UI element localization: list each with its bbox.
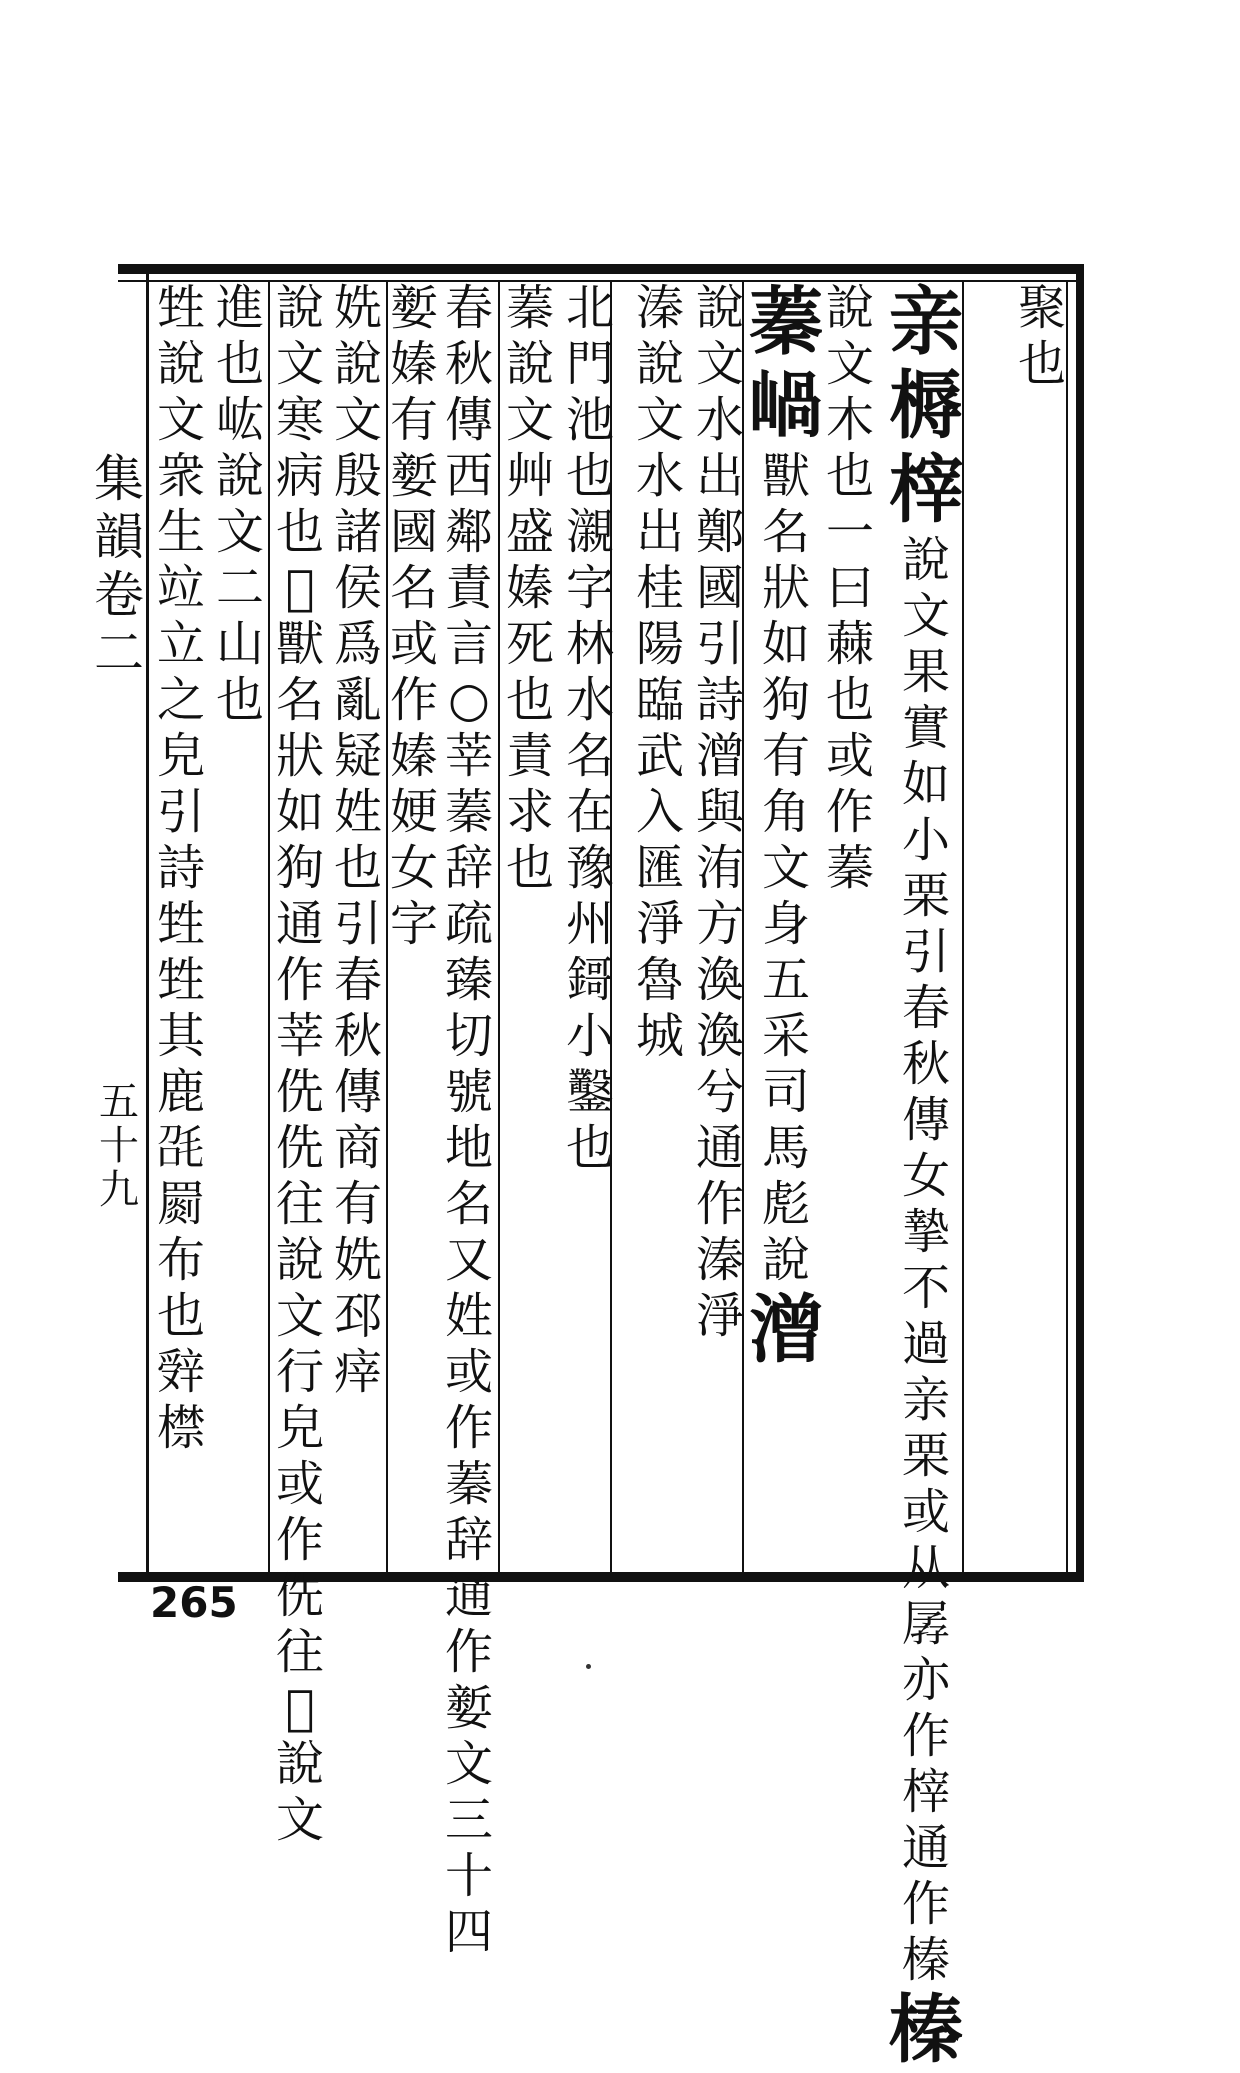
glyph: 豫 — [565, 840, 614, 896]
gloss-text — [696, 280, 744, 1344]
glyph: 榛 — [889, 1987, 963, 2073]
glyph: 商 — [333, 1120, 382, 1176]
glyph: 狀 — [275, 728, 324, 784]
text-column — [560, 280, 620, 1572]
glyph: 通 — [901, 1820, 950, 1876]
glyph: 聚 — [1018, 280, 1067, 336]
headword — [889, 280, 963, 532]
glyph: 說 — [825, 280, 874, 336]
glyph: 春 — [444, 280, 493, 336]
glyph: 栗 — [901, 868, 950, 924]
gloss-text — [445, 280, 493, 1960]
glyph: 潧 — [695, 728, 744, 784]
glyph: 渙 — [695, 1008, 744, 1064]
glyph: 說 — [275, 1736, 324, 1792]
glyph: 說 — [156, 336, 205, 392]
glyph: 引 — [156, 784, 205, 840]
glyph: 池 — [565, 392, 614, 448]
glyph: 侁 — [275, 1120, 324, 1176]
glyph: 皃 — [156, 728, 205, 784]
glyph: 蓁 — [444, 1456, 493, 1512]
glyph: 水 — [565, 672, 614, 728]
glyph: 溱 — [695, 1232, 744, 1288]
glyph: 文 — [901, 588, 950, 644]
glyph: 說 — [215, 448, 264, 504]
text-column — [888, 279, 964, 2073]
text-column — [388, 280, 440, 1572]
glyph: 曰 — [825, 560, 874, 616]
glyph: 姓 — [444, 1288, 493, 1344]
glyph: 作 — [389, 672, 438, 728]
glyph: 說 — [761, 1232, 810, 1288]
glyph: 文 — [275, 1792, 324, 1848]
glyph: 也 — [825, 672, 874, 728]
glyph: 瀙 — [565, 504, 614, 560]
glyph: 名 — [444, 1176, 493, 1232]
glyph: 作 — [825, 784, 874, 840]
glyph: 不 — [901, 1260, 950, 1316]
glyph: 字 — [565, 560, 614, 616]
glyph: 文 — [156, 392, 205, 448]
glyph: 字 — [389, 896, 438, 952]
glyph: 㾕 — [333, 1344, 382, 1400]
glyph: 城 — [635, 1008, 684, 1064]
glyph: 號 — [444, 1064, 493, 1120]
glyph: 嫀 — [389, 728, 438, 784]
glyph: 說 — [505, 336, 554, 392]
glyph: 甡 — [156, 896, 205, 952]
glyph: 十 — [444, 1848, 493, 1904]
glyph: 姓 — [333, 784, 382, 840]
glyph: 通 — [275, 896, 324, 952]
glyph: 兮 — [695, 1064, 744, 1120]
glyph: 或 — [444, 1344, 493, 1400]
glyph: 水 — [635, 448, 684, 504]
glyph: 責 — [505, 728, 554, 784]
glyph: 求 — [505, 784, 554, 840]
glyph: 有 — [389, 392, 438, 448]
glyph: 爲 — [333, 616, 382, 672]
glyph: 蓁 — [444, 784, 493, 840]
text-column — [270, 280, 330, 1848]
glyph: 蓁 — [825, 840, 874, 896]
glyph: 秋 — [444, 336, 493, 392]
glyph: 鑿 — [565, 1064, 614, 1120]
text-column — [330, 280, 386, 1572]
text-column — [1018, 280, 1066, 1572]
glyph: 㛐 — [389, 784, 438, 840]
glyph: 一 — [825, 504, 874, 560]
glyph: 𡵓 — [215, 392, 264, 448]
glyph: 蓁 — [505, 280, 554, 336]
glyph: 實 — [901, 700, 950, 756]
glyph: 引 — [333, 896, 382, 952]
glyph: 洧 — [695, 840, 744, 896]
headword — [749, 364, 823, 448]
glyph: 卷 — [94, 566, 144, 624]
glyph: 或 — [275, 1456, 324, 1512]
glyph: 身 — [761, 896, 810, 952]
glyph: 渙 — [695, 952, 744, 1008]
glyph: 往 — [275, 1176, 324, 1232]
glyph: 門 — [565, 336, 614, 392]
gloss-text — [636, 280, 684, 1064]
glyph: 鄭 — [695, 504, 744, 560]
glyph: 姺 — [333, 280, 382, 336]
glyph: 名 — [565, 728, 614, 784]
gloss-text — [276, 280, 324, 1848]
text-column — [500, 280, 560, 1572]
glyph: 文 — [761, 840, 810, 896]
glyph: 諸 — [333, 504, 382, 560]
glyph: 甡 — [156, 952, 205, 1008]
gloss-text — [334, 280, 382, 1400]
glyph: 木 — [825, 392, 874, 448]
glyph: 作 — [444, 1400, 493, 1456]
glyph: 嫀 — [389, 336, 438, 392]
glyph: 文 — [695, 336, 744, 392]
glyph: 鄰 — [444, 504, 493, 560]
glyph: 也 — [275, 504, 324, 560]
text-column — [812, 280, 888, 1572]
glyph: 切 — [444, 1008, 493, 1064]
glyph: 林 — [565, 616, 614, 672]
glyph: 又 — [444, 1232, 493, 1288]
glyph: 或 — [901, 1484, 950, 1540]
glyph: 作 — [275, 952, 324, 1008]
glyph: 槈 — [889, 363, 963, 449]
glyph: 小 — [901, 812, 950, 868]
glyph: 文 — [333, 392, 382, 448]
glyph: 莘 — [275, 1008, 324, 1064]
page-number: 265 — [150, 1578, 238, 1627]
glyph: 引 — [695, 616, 744, 672]
glyph: 寒 — [275, 392, 324, 448]
glyph: 其 — [156, 1008, 205, 1064]
glyph: 果 — [901, 644, 950, 700]
side-title — [92, 450, 146, 682]
glyph: 立 — [156, 616, 205, 672]
glyph: 往 — [275, 1624, 324, 1680]
glyph: 桂 — [635, 560, 684, 616]
glyph: 通 — [444, 1568, 493, 1624]
glyph: 文 — [275, 336, 324, 392]
text-column — [690, 280, 750, 1572]
text-column — [440, 280, 498, 1960]
glyph: 衆 — [156, 448, 205, 504]
glyph: 也 — [565, 448, 614, 504]
glyph: 春 — [333, 952, 382, 1008]
glyph: 辤 — [156, 1344, 205, 1400]
glyph: 也 — [215, 336, 264, 392]
glyph: 責 — [444, 560, 493, 616]
glyph: 方 — [695, 896, 744, 952]
text-column — [630, 280, 690, 1572]
speck — [586, 1664, 591, 1669]
glyph: 二 — [215, 560, 264, 616]
glyph: 㜪 — [389, 448, 438, 504]
gloss-text — [157, 280, 205, 1456]
frame-right-inner-border — [1066, 280, 1068, 1582]
glyph: 州 — [565, 896, 614, 952]
glyph: 獸 — [761, 448, 810, 504]
glyph: 栗 — [901, 1428, 950, 1484]
glyph: 溱 — [635, 280, 684, 336]
glyph: 榛 — [901, 1932, 950, 1988]
glyph: 五 — [99, 1079, 139, 1125]
glyph: 艸 — [505, 448, 554, 504]
glyph: 邳 — [333, 1288, 382, 1344]
glyph: 亂 — [333, 672, 382, 728]
glyph: 引 — [901, 924, 950, 980]
glyph: 陽 — [635, 616, 684, 672]
headword — [889, 1988, 963, 2072]
text-column — [150, 280, 212, 1572]
glyph: 㜪 — [389, 280, 438, 336]
glyph: 水 — [695, 392, 744, 448]
glyph: 采 — [761, 1008, 810, 1064]
glyph: 詩 — [695, 672, 744, 728]
glyph: 鹿 — [156, 1064, 205, 1120]
glyph: 馬 — [761, 1120, 810, 1176]
glyph: 獸 — [275, 616, 324, 672]
glyph: 與 — [695, 784, 744, 840]
frame-right-border — [1076, 264, 1084, 1582]
glyph: 罽 — [156, 1176, 205, 1232]
glyph: 甡 — [156, 280, 205, 336]
glyph: 彪 — [761, 1176, 810, 1232]
glyph: 狀 — [761, 560, 810, 616]
glyph: 布 — [156, 1232, 205, 1288]
glyph: 摯 — [901, 1204, 950, 1260]
glyph: 說 — [901, 532, 950, 588]
frame-left-border — [146, 264, 149, 1582]
glyph: 蓁 — [749, 279, 823, 365]
glyph: 文 — [635, 392, 684, 448]
glyph: 莘 — [444, 728, 493, 784]
glyph: 从 — [901, 1540, 950, 1596]
glyph: 亲 — [901, 1372, 950, 1428]
glyph: 潧 — [749, 1287, 823, 1373]
glyph: 淨 — [635, 896, 684, 952]
glyph: 之 — [156, 672, 205, 728]
glyph: 也 — [156, 1288, 205, 1344]
glyph: 小 — [565, 1008, 614, 1064]
glyph: 集 — [94, 450, 144, 508]
glyph: 傳 — [444, 392, 493, 448]
glyph: 殷 — [333, 448, 382, 504]
glyph: 也 — [565, 1120, 614, 1176]
glyph: 匯 — [635, 840, 684, 896]
glyph: 國 — [389, 504, 438, 560]
glyph: 四 — [444, 1904, 493, 1960]
glyph: 作 — [275, 1512, 324, 1568]
glyph: 也 — [333, 840, 382, 896]
glyph: 也 — [1018, 336, 1067, 392]
glyph: 竝 — [156, 560, 205, 616]
glyph: 山 — [215, 616, 264, 672]
glyph: 文 — [505, 392, 554, 448]
glyph: 說 — [695, 280, 744, 336]
glyph: 辞 — [444, 1512, 493, 1568]
glyph: 榟 — [901, 1764, 950, 1820]
glyph: 鎶 — [565, 952, 614, 1008]
glyph: 亦 — [901, 1652, 950, 1708]
glyph: 辞 — [444, 840, 493, 896]
glyph: 魯 — [635, 952, 684, 1008]
glyph: 也 — [505, 840, 554, 896]
glyph: 𤜓 — [285, 560, 315, 616]
glyph: 也 — [215, 672, 264, 728]
glyph: 如 — [761, 616, 810, 672]
glyph: 文 — [444, 1736, 493, 1792]
glyph: 名 — [389, 560, 438, 616]
text-column — [212, 280, 268, 1572]
glyph: 春 — [901, 980, 950, 1036]
glyph: 孱 — [901, 1596, 950, 1652]
glyph: 作 — [901, 1876, 950, 1932]
glyph: 如 — [901, 756, 950, 812]
glyph: ○ — [448, 672, 490, 728]
glyph: 作 — [695, 1176, 744, 1232]
glyph: 狗 — [275, 840, 324, 896]
glyph: 淨 — [695, 1288, 744, 1344]
glyph: 司 — [761, 1064, 810, 1120]
glyph: 說 — [333, 336, 382, 392]
frame-top-border — [118, 264, 1084, 274]
glyph: 狗 — [761, 672, 810, 728]
glyph: 蕀 — [825, 616, 874, 672]
glyph: 入 — [635, 784, 684, 840]
headword — [749, 1288, 823, 1372]
glyph: 有 — [761, 728, 810, 784]
glyph: 亲 — [889, 279, 963, 365]
glyph: 嫀 — [505, 560, 554, 616]
glyph: 作 — [444, 1624, 493, 1680]
glyph: 北 — [565, 280, 614, 336]
glyph: 地 — [444, 1120, 493, 1176]
gloss-text — [762, 448, 810, 1288]
gloss-text — [216, 280, 264, 728]
glyph: 作 — [901, 1708, 950, 1764]
glyph: 進 — [215, 280, 264, 336]
glyph: 也 — [825, 448, 874, 504]
glyph: 也 — [505, 672, 554, 728]
glyph: 傳 — [901, 1092, 950, 1148]
gloss-text — [506, 280, 554, 896]
glyph: 韻 — [94, 508, 144, 566]
glyph: 說 — [275, 1232, 324, 1288]
gloss-text — [566, 280, 614, 1176]
glyph: 皃 — [275, 1400, 324, 1456]
glyph: 在 — [565, 784, 614, 840]
glyph: 秋 — [333, 1008, 382, 1064]
glyph: 女 — [901, 1148, 950, 1204]
text-column — [749, 279, 823, 1572]
glyph: 秋 — [901, 1036, 950, 1092]
glyph: 二 — [94, 624, 144, 682]
glyph: 侁 — [275, 1568, 324, 1624]
glyph: 生 — [156, 504, 205, 560]
glyph: 侁 — [275, 1064, 324, 1120]
glyph: 𡹬 — [749, 363, 823, 449]
glyph: 或 — [825, 728, 874, 784]
glyph: 臨 — [635, 672, 684, 728]
glyph: 角 — [761, 784, 810, 840]
glyph: 傳 — [333, 1064, 382, 1120]
glyph: 㯲 — [156, 1400, 205, 1456]
gloss-text — [826, 280, 874, 896]
glyph: 文 — [215, 504, 264, 560]
glyph: 文 — [825, 336, 874, 392]
glyph: 說 — [275, 280, 324, 336]
glyph: 文 — [275, 1288, 324, 1344]
glyph: 或 — [389, 616, 438, 672]
glyph: 九 — [99, 1167, 139, 1213]
glyph: 言 — [444, 616, 493, 672]
glyph: 說 — [635, 336, 684, 392]
glyph: 名 — [761, 504, 810, 560]
glyph: 死 — [505, 616, 554, 672]
glyph: 㜪 — [444, 1680, 493, 1736]
gloss-text — [902, 532, 950, 1988]
glyph: 十 — [99, 1123, 139, 1169]
glyph: 出 — [695, 448, 744, 504]
text-column — [964, 280, 1018, 1572]
glyph: 女 — [389, 840, 438, 896]
glyph: 榟 — [889, 447, 963, 533]
glyph: 通 — [695, 1120, 744, 1176]
glyph: 國 — [695, 560, 744, 616]
glyph: 有 — [333, 1176, 382, 1232]
glyph: 名 — [275, 672, 324, 728]
glyph: 三 — [444, 1792, 493, 1848]
glyph: 五 — [761, 952, 810, 1008]
glyph: 詩 — [156, 840, 205, 896]
glyph: 過 — [901, 1316, 950, 1372]
glyph: 姺 — [333, 1232, 382, 1288]
gloss-text — [390, 280, 438, 952]
glyph: 武 — [635, 728, 684, 784]
glyph: 侯 — [333, 560, 382, 616]
glyph: 疏 — [444, 896, 493, 952]
headword — [749, 280, 823, 364]
folio-number — [94, 1080, 144, 1212]
glyph: 疑 — [333, 728, 382, 784]
glyph: 病 — [275, 448, 324, 504]
glyph: 𣬸 — [156, 1120, 205, 1176]
glyph: 𤘍 — [285, 1680, 315, 1736]
glyph: 盛 — [505, 504, 554, 560]
glyph: 臻 — [444, 952, 493, 1008]
glyph: 出 — [635, 504, 684, 560]
glyph: 西 — [444, 448, 493, 504]
column-text — [1018, 280, 1066, 392]
glyph: 如 — [275, 784, 324, 840]
glyph: 行 — [275, 1344, 324, 1400]
